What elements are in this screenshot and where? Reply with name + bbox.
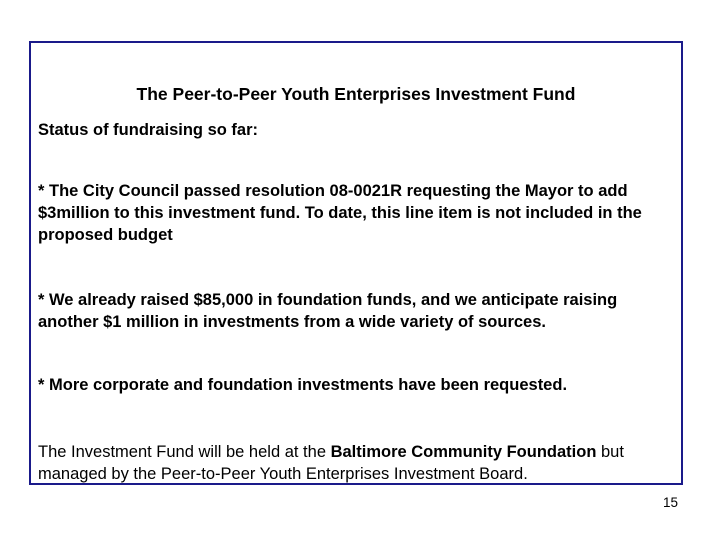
closing-text-after: but managed by the Peer-to-Peer Youth Enterprises Investment Board. [38,443,624,483]
closing-text-before: The Investment Fund will be held at the [38,443,331,461]
status-heading: Status of fundraising so far: [38,121,259,139]
bullet-city-council: * The City Council passed resolution 08-0021R requesting the Mayor to add $3million to this investment fund. To date, this line item is not included in the proposed budget [38,182,642,244]
bullet-more-investments: * More corporate and foundation investments have been requested. [38,376,568,394]
bullet-foundation-funds: * We already raised $85,000 in foundation funds, and we anticipate raising another $1 million in investments from a wide variety of sources. [38,291,618,331]
closing-paragraph [38,441,678,485]
slide-title: The Peer-to-Peer Youth Enterprises Investment Fund [136,84,576,104]
closing-highlight: Baltimore Community Foundation [330,443,597,461]
page-number: 15 [662,495,678,510]
slide-frame [29,41,683,485]
